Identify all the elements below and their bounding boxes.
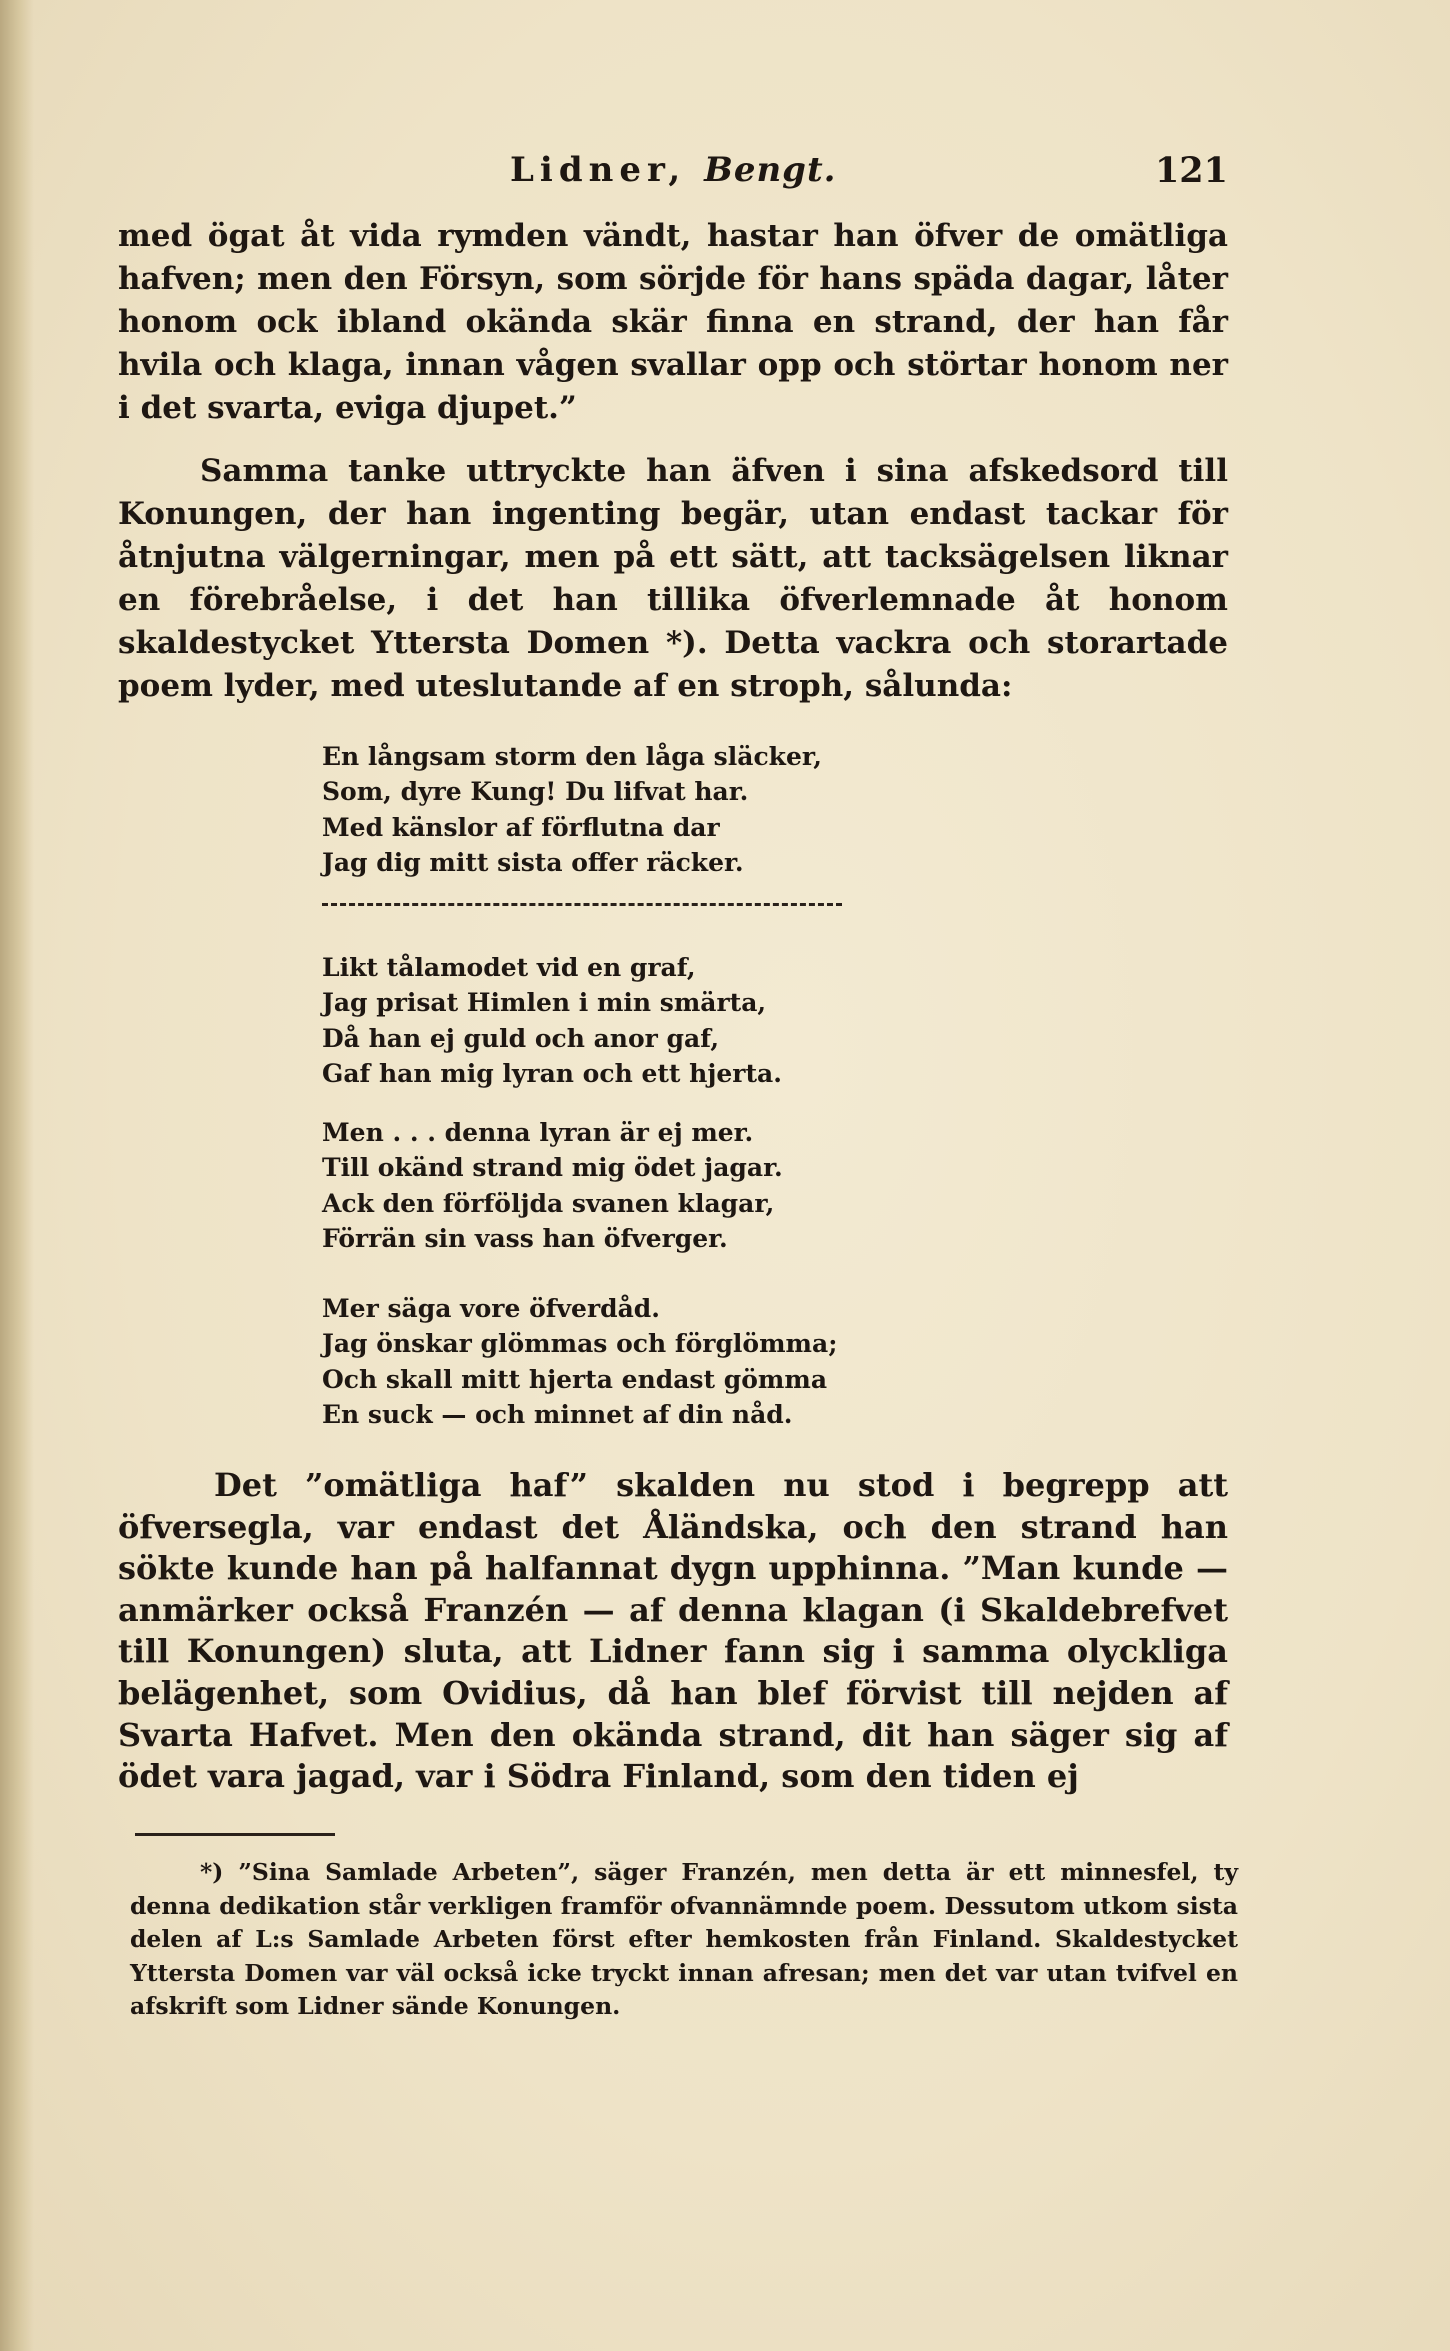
running-head-forename: Bengt. <box>704 150 837 190</box>
paragraph-farewell: Samma tanke uttryckte han äfven i sina afskedsord till Konungen, der han ingenting begär, utan endast tackar för åtnjutna välgerningar, men på ett sätt, att tacksägelsen liknar en förebråelse, i det han tillika öfverlemnade åt honom skaldestycket Yttersta Domen *). Detta vackra och storartade poem lyder, med uteslutande af en stroph, sålunda: <box>118 453 1228 704</box>
poem-line: Jag prisat Himlen i min smärta, <box>322 988 767 1018</box>
poem-line: Men . . . denna lyran är ej mer. <box>322 1118 754 1147</box>
poem-stanza-3 <box>322 1115 942 1256</box>
poem-line: En långsam storm den låga släcker, <box>322 742 822 771</box>
footnote-rule <box>135 1833 335 1836</box>
poem-line: Och skall mitt hjerta endast gömma <box>322 1364 828 1394</box>
poem-line: En suck — och minnet af din nåd. <box>322 1399 793 1429</box>
running-head-surname: Lidner, <box>510 150 687 190</box>
poem-line: Mer säga vore öfverdåd. <box>322 1294 660 1323</box>
page-gutter <box>0 0 34 2351</box>
poem-stanza-2 <box>322 950 942 1091</box>
poem-line: Förrän sin vass han öfverger. <box>322 1223 728 1253</box>
poem-line: Jag önskar glömmas och förglömma; <box>322 1329 838 1359</box>
poem-line: Jag dig mitt sista offer räcker. <box>322 847 744 877</box>
poem-line: Gaf han mig lyran och ett hjerta. <box>322 1058 782 1088</box>
omitted-stanza-divider <box>322 903 842 918</box>
poem-line: Ack den förföljda svanen klagar, <box>322 1188 775 1218</box>
poem-stanza-4 <box>322 1291 942 1432</box>
poem-line: Med känslor af förflutna dar <box>322 812 720 842</box>
page-number: 121 <box>1154 150 1228 191</box>
paragraph-commentary: Det ”omätliga haf” skalden nu stod i begrepp att öfversegla, var endast det Åländska, och den strand han sökte kunde han på halfannat dygn upphinna. ”Man kunde — anmärker också Franzén — af denna klagan (i Skaldebrefvet till Konungen) sluta, att Lidner fann sig i samma olyckliga belägenhet, som Ovidius, då han blef förvist till nejden af Svarta Hafvet. Men den okända strand, dit han säger sig af ödet vara jagad, var i Södra Finland, som den tiden ej <box>118 1466 1228 1796</box>
poem-line: Likt tålamodet vid en graf, <box>322 953 696 982</box>
page-header <box>118 150 1228 200</box>
footnote-text: *) ”Sina Samlade Arbeten”, säger Franzén, men detta är ett minnesfel, ty denna dedikation står verkligen framför ofvannämnde poem. Dessutom utkom sista delen af L:s Samlade Arbeten först efter hemkosten från Finland. Skaldestycket Yttersta Domen var väl också icke tryckt innan afresan; men det var utan tvifvel en afskrift som Lidner sände Konungen. <box>130 1858 1238 2021</box>
paragraph-continued: med ögat åt vida rymden vändt, hastar han öfver de omätliga hafven; men den Försyn, som sörjde för hans späda dagar, låter honom ock ibland okända skär finna en strand, der han får hvila och klaga, innan vågen svallar opp och störtar honom ner i det svarta, eviga djupet.” <box>118 218 1228 426</box>
poem-line: Då han ej guld och anor gaf, <box>322 1023 720 1053</box>
poem-line: Till okänd strand mig ödet jagar. <box>322 1153 783 1183</box>
poem-line: Som, dyre Kung! Du lifvat har. <box>322 777 749 807</box>
poem-stanza-1 <box>322 739 942 880</box>
running-head <box>510 150 836 190</box>
footnote <box>130 1856 1238 2024</box>
